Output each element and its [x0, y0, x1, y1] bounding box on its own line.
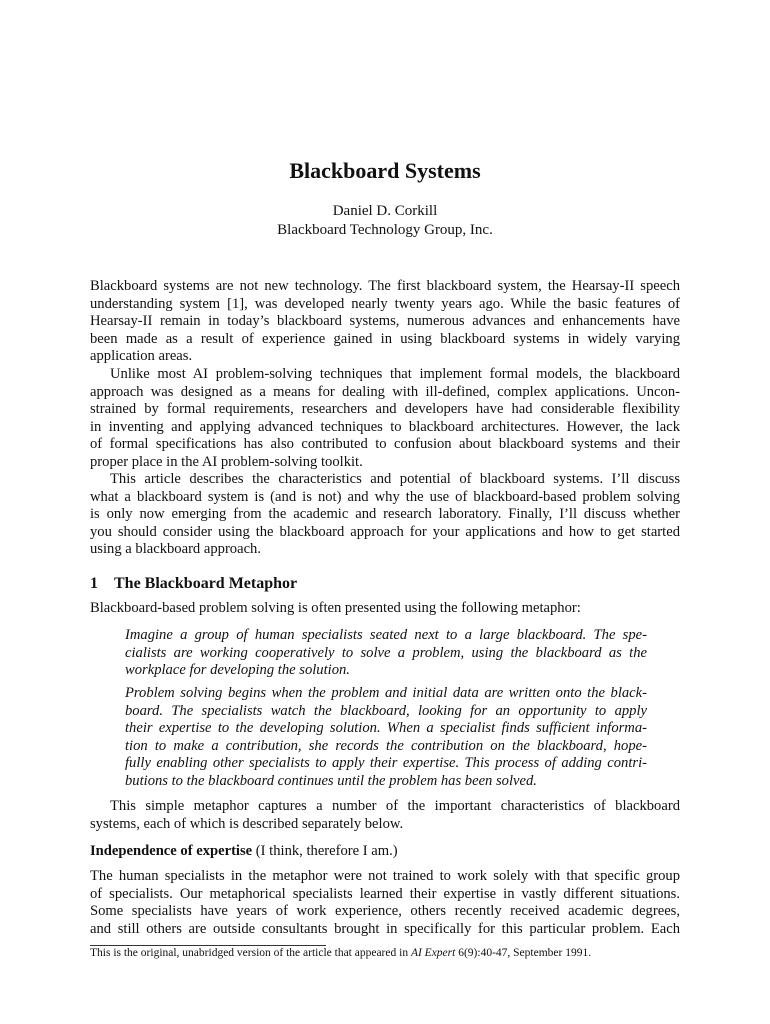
text-line: application areas.: [90, 348, 193, 364]
text-line: The human specialists in the metaphor were not trained to work solely with that specific group: [90, 868, 680, 884]
text-line: board. The specialists watch the blackboard, looking for an opportunity to apply: [125, 702, 647, 719]
text-line: systems, each of which is described separately below.: [90, 815, 404, 832]
text-line: Some specialists have years of work experience, others recently received academic degrees,: [90, 903, 680, 919]
intro-paragraph-3: [90, 471, 680, 559]
paper-title: Blackboard Systems: [289, 158, 481, 183]
text-line: strained by formal requirements, researchers and developers have had considerable flexibility: [90, 401, 680, 417]
text-line: tion to make a contribution, she records the contribution on the blackboard, hope-: [125, 737, 647, 754]
text-line: is only now emerging from the academic and research laboratory. Finally, I’ll discuss whether: [90, 506, 680, 522]
text-line: This article describes the characteristics and potential of blackboard systems. I’ll discuss: [110, 471, 680, 487]
sub-paragraph: [90, 868, 680, 938]
text-line: what a blackboard system is (and is not) and why the use of blackboard-based problem solving: [90, 488, 680, 505]
intro-paragraph-2: [90, 366, 680, 471]
text-line: Imagine a group of human specialists seated next to a large blackboard. The spe-: [125, 627, 647, 643]
text-line: understanding system [1], was developed nearly twenty years ago. While the basic features of: [90, 295, 680, 312]
quote-paragraph-1: [125, 627, 647, 680]
footnote-prefix: This is the original, unabridged version of the article that appeared in: [90, 947, 411, 959]
section-heading: [90, 575, 297, 593]
section-lead: [90, 600, 680, 618]
text-line: Unlike most AI problem-solving techniques that implement formal models, the blackboard: [110, 366, 680, 382]
text-line: Problem solving begins when the problem and initial data are written onto the black-: [125, 685, 647, 701]
text-line: cialists are working cooperatively to solve a problem, using the blackboard as the: [125, 644, 647, 661]
text-line: This simple metaphor captures a number of the important characteristics of blackboard: [110, 798, 680, 814]
text-line: of formal specifications has also contributed to confusion about blackboard systems and their: [90, 436, 680, 452]
footnote-rule: [90, 945, 326, 946]
text-line: their expertise to the developing solution. When a specialist finds sufficient informa-: [125, 720, 647, 736]
text-line: in inventing and applying advanced techniques to blackboard architectures. However, the lack: [90, 418, 680, 435]
text-line: proper place in the AI problem-solving toolkit.: [90, 453, 363, 470]
subheading-title: Independence of expertise: [90, 843, 253, 859]
subheading-aside: (I think, therefore I am.): [255, 843, 398, 859]
text-line: Hearsay-II remain in today’s blackboard systems, numerous advances and enhancements have: [90, 313, 680, 329]
text-line: workplace for developing the solution.: [125, 662, 350, 678]
text-line: been made as a result of experience gained in using blackboard systems in widely varying: [90, 330, 680, 347]
quote-paragraph-2: [125, 685, 647, 790]
after-quote-paragraph: [90, 798, 680, 833]
footnote-suffix: 6(9):40-47, September 1991.: [455, 947, 592, 959]
text-line: fully enabling other specialists to apply their expertise. This process of adding contri-: [125, 755, 647, 771]
intro-paragraph-1: [90, 278, 680, 366]
footnote-journal: AI Expert: [410, 947, 456, 959]
section-lead-text: Blackboard-based problem solving is often presented using the following metaphor:: [90, 600, 581, 616]
text-line: you should consider using the blackboard approach for your applications and how to get started: [90, 523, 680, 540]
text-line: approach was designed as a means for dealing with ill-defined, complex applications. Uncon-: [90, 383, 680, 400]
text-line: and still others are outside consultants brought in specifically for this particular problem. Each: [90, 920, 680, 937]
section-number: 1: [90, 575, 98, 592]
author-name: Daniel D. Corkill: [332, 203, 438, 219]
text-line: using a blackboard approach.: [90, 541, 262, 557]
footnote: [90, 947, 591, 959]
author-affiliation: Blackboard Technology Group, Inc.: [277, 222, 493, 238]
text-line: of specialists. Our metaphorical specialists learned their expertise in vastly different situations.: [90, 885, 680, 902]
subheading: [90, 843, 680, 861]
text-line: butions to the blackboard continues until the problem has been solved.: [125, 772, 537, 789]
section-title: The Blackboard Metaphor: [114, 575, 298, 592]
text-line: Blackboard systems are not new technology. The first blackboard system, the Hearsay-II speech: [90, 278, 680, 294]
